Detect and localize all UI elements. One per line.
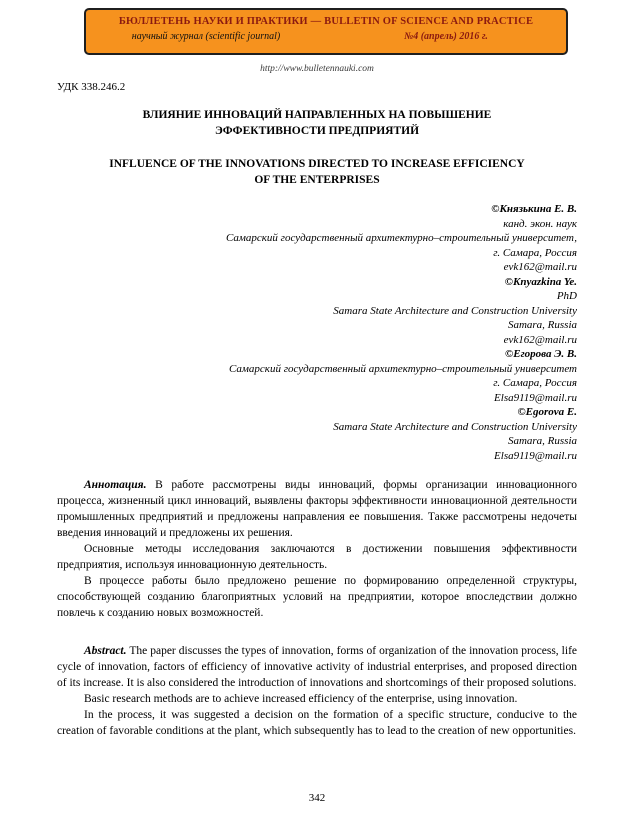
journal-banner [84,8,568,55]
abstract-en-paragraph-1-text: The paper discusses the types of innovation, forms of organization of the innovation process, life cycle of innovation, factors of efficiency of innovative activity of industrial enterprises, and proposed direction of its increase. It is also considered the introduction of innovations and shortcomings of their proposed solutions. [57,645,578,689]
author-degree: PhD [556,290,577,302]
author-name: ©Knyazkina Ye. [504,275,577,288]
author-location: г. Самара, Россия [493,377,577,389]
author-email: evk162@mail.ru [503,333,577,346]
author-location: г. Самара, Россия [493,246,577,259]
author-email: Elsa9119@mail.ru [494,391,577,404]
article-title-ru-text: ВЛИЯНИЕ ИННОВАЦИЙ НАПРАВЛЕННЫХ НА ПОВЫШЕНИЕ ЭФФЕКТИВНОСТИ ПРЕДПРИЯТИЙ [142,109,492,137]
abstract-ru-paragraph-2: Основные методы исследования заключаются в достижении повышения эффективности предприятия, используя инновационную деятельность. [57,543,577,571]
author-name: ©Егорова Э. В. [505,348,577,360]
abstract-ru-label: Аннотация. [84,479,147,491]
author-name: ©Egorova E. [517,406,577,418]
abstract-en-paragraph-1 [57,643,577,691]
author-affiliation: Samara State Architecture and Construction University [333,420,577,433]
abstract-ru-paragraph-1 [57,477,577,541]
abstract-ru-paragraph-1-text: В работе рассмотрены виды инноваций, формы организации инновационного процесса, жизненный цикл инноваций, выявлены факторы эффективности инновационной деятельности промышленных предприятий и предложены направления ее повышения. Также рассмотрены недочеты введения инноваций и предложены их решения. [57,479,578,539]
journal-title: БЮЛЛЕТЕНЬ НАУКИ И ПРАКТИКИ — BULLETIN OF SCIENCE AND PRACTICE [118,16,534,27]
journal-issue-label: №4 (апрель) 2016 г. [404,31,488,42]
author-location: Samara, Russia [507,319,577,331]
author-affiliation: Самарский государственный архитектурно–строительный университет [228,362,577,375]
author-email: evk162@mail.ru [503,261,577,273]
authors-block [57,202,577,463]
abstract-ru-paragraph-3: В процессе работы было предложено решение по формированию определенной структуры, способствующей созданию благоприятных условий на предприятии, которое впоследствии должно повлечь к созданию новых возможностей. [57,575,577,619]
author-affiliation: Самарский государственный архитектурно–строительный университет, [225,232,577,244]
abstract-en-paragraph-3: In the process, it was suggested a decision on the formation of a specific structure, conducive to the creation of favorable conditions at the plant, which subsequently has to lead to the creation of new opportunities. [57,709,577,737]
article-title-en-text: INFLUENCE OF THE INNOVATIONS DIRECTED TO INCREASE EFFICIENCY OF THE ENTERPRISES [109,158,525,186]
udc-label: УДК 338.246.2 [57,81,126,93]
journal-url: http://www.bulletennauki.com [260,64,374,74]
abstract-en-section [57,643,577,739]
article-title-en [57,157,577,188]
article-title-ru [57,108,577,139]
author-degree: канд. экон. наук [503,217,577,230]
abstract-ru-section [57,477,577,621]
abstract-en-paragraph-2: Basic research methods are to achieve increased efficiency of the enterprise, using innovation. [84,693,518,705]
journal-subtitle: научный журнал (scientific journal) [131,31,281,42]
author-affiliation: Samara State Architecture and Construction University [333,304,577,317]
abstract-en-label: Abstract. [84,645,127,657]
page-number: 342 [308,792,326,804]
author-location: Samara, Russia [507,435,577,447]
author-name: ©Князькина Е. В. [491,203,577,215]
journal-banner-row [86,31,566,42]
author-email: Elsa9119@mail.ru [494,449,577,462]
